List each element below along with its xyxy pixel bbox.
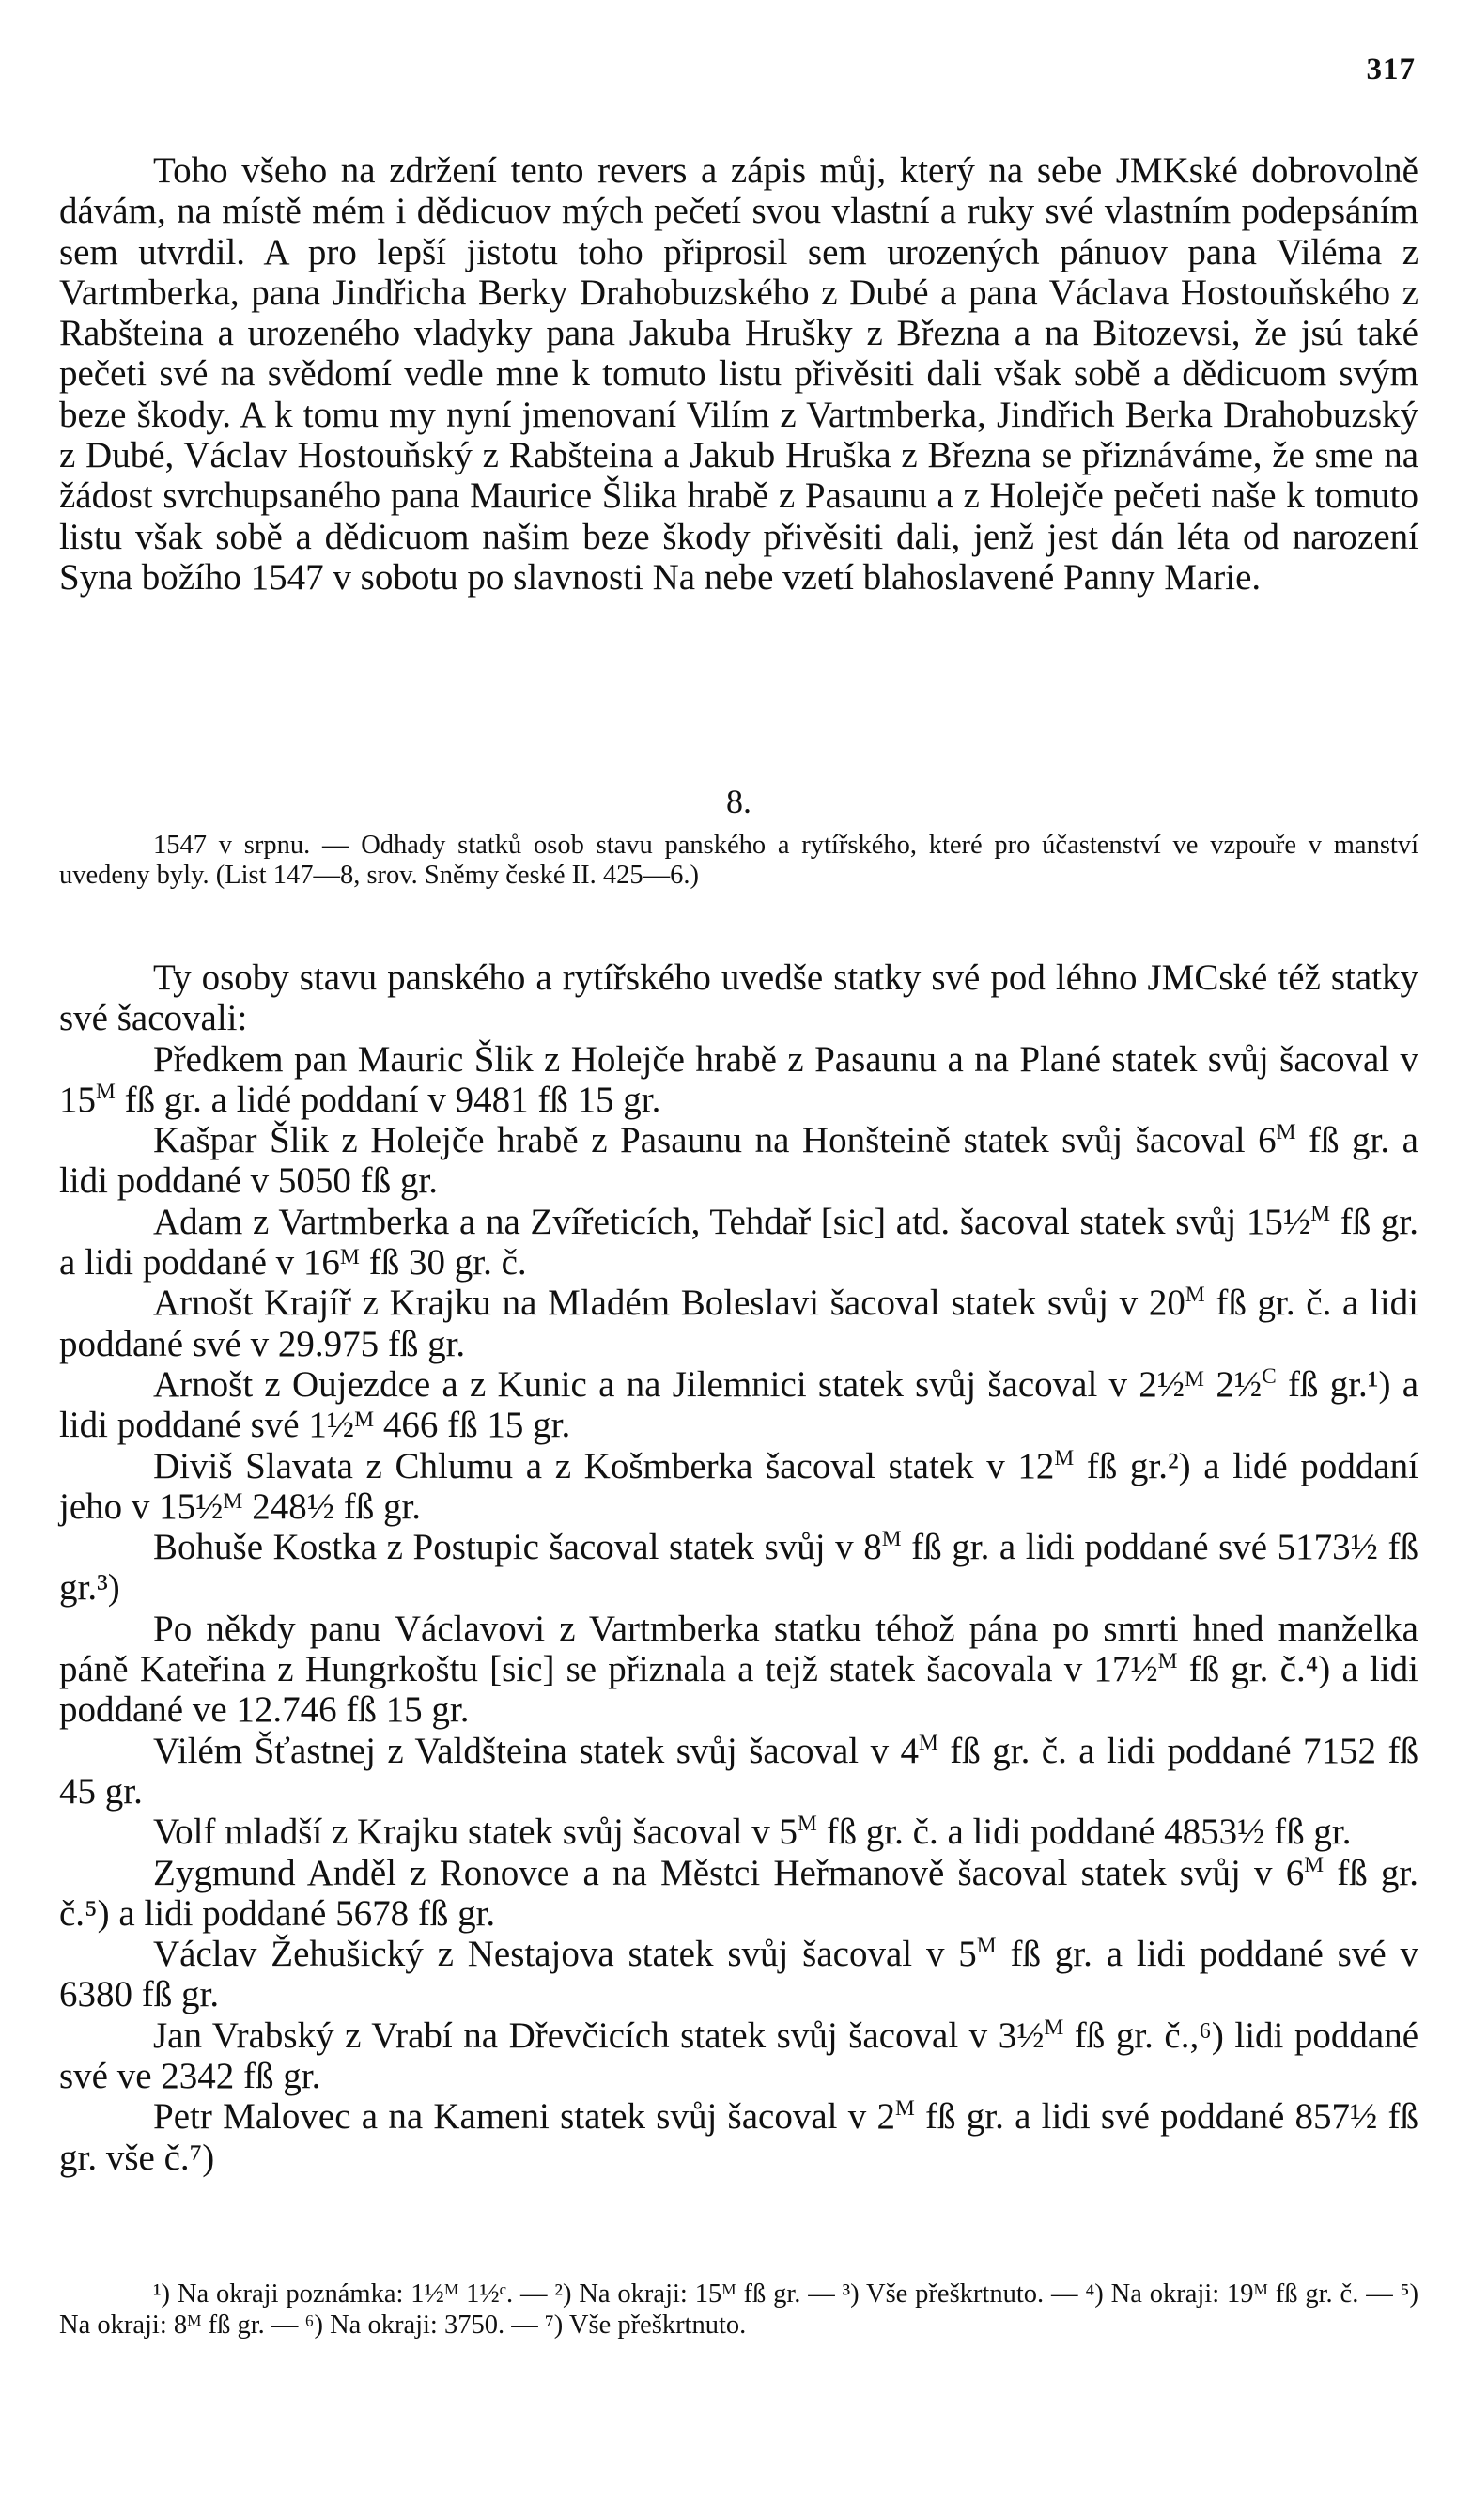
entry-superscript: M [1276,1120,1296,1145]
entry-text-end: fß gr. a lidi poddané své 5173½ fß gr.³) [59,1527,1418,1609]
estate-entry [59,1853,1418,1935]
entry-text-start: Volf mladší z Krajku statek svůj šacoval v 5 [153,1812,798,1853]
estate-entry [59,2015,1418,2097]
estate-entry [59,1934,1418,2015]
estate-entry [59,1039,1418,1121]
estate-entries-list [59,1039,1418,2178]
closing-paragraph: Toho všeho na zdržení tento revers a zápis můj, který na sebe JMKské dobrovolně dávám, na místě mém i dědicuov mých pečetí svou vlastní a ruky své vlastním podepsáním sem utvrdil. A pro lepší jistotu toho připrosil sem urozených pánuov pana Viléma z Vartmberka, pana Jindřicha Berky Drahobuzského z Dubé a pana Václava Hostouňského z Rabšteina a urozeného vladyky pana Jakuba Hrušky z Března a na Bitozevsi, že jsú také pečeti své na svědomí vedle mne k tomuto listu přivěsiti dali však sobě a dědicuom svým beze škody. A k tomu my nyní jmenovaní Vilím z Vartmberka, Jindřich Berka Drahobuzský z Dubé, Václav Hostouňský z Rabšteina a Jakub Hruška z Března se přiznáváme, že sme na žádost svrchupsaného pana Maurice Šlika hrabě z Pasaunu a z Holejče pečeti naše k tomuto listu však sobě a dědicuom našim beze škody přivěsiti dali, jenž jest dán léta od narození Syna božího 1547 v sobotu po slavnosti Na nebe vzetí blahoslavené Panny Marie. [59,150,1418,598]
estate-entry [59,1364,1418,1446]
entry-text-start: Arnošt z Oujezdce a z Kunic a na Jilemnici statek svůj šacoval v 2½ᴹ 2½ [153,1363,1263,1405]
entry-text-end: fß gr. a lidi poddané své v 6380 fß gr. [59,1934,1418,2015]
estate-entry [59,1202,1418,1283]
entry-text-end: fß gr. č.,⁶) lidi poddané své ve 2342 fß gr. [59,2014,1419,2097]
entry-text-start: Diviš Slavata z Chlumu a z Košmberka šacoval statek v 12 [153,1445,1055,1486]
estate-entry [59,1120,1418,1202]
entry-text-end: fß gr. a lidé poddaní v 9481 fß 15 gr. [115,1079,661,1120]
entries-block [59,957,1418,2178]
closing-paragraph-block [59,150,1418,598]
section-heading: 1547 v srpnu. — Odhady statků osob stavu panského a rytířského, které pro účastenství ve vzpouře v manství uvedeny byly. (List 147—8, srov. Sněmy české II. 425—6.) [59,831,1418,890]
entry-superscript: M [1157,1649,1178,1674]
footnotes: ¹) Na okraji poznámka: 1½ᴹ 1½ᶜ. — ²) Na okraji: 15ᴹ fß gr. — ³) Vše přeškrtnuto. — ⁴) Na okraji: 19ᴹ fß gr. č. — ⁵) Na okraji: 8ᴹ fß gr. — ⁶) Na okraji: 3750. — ⁷) Vše přeškrtnuto. [59,2279,1418,2340]
entry-superscript: M [894,2096,915,2122]
estate-entry [59,1283,1418,1364]
section-number: 8. [726,783,751,820]
entry-superscript: M [1044,2014,1064,2040]
entry-text-end: fß gr. a lidi poddané v 16ᴹ fß 30 gr. č. [59,1201,1418,1283]
entry-superscript: M [1054,1445,1075,1470]
entry-text-start: Petr Malovec a na Kameni statek svůj šacoval v 2 [153,2096,895,2138]
estate-entry [59,2096,1418,2178]
entry-text-end: fß gr. č.⁴) a lidi poddané ve 12.746 fß 15 gr. [59,1649,1418,1731]
entry-superscript: M [96,1079,116,1104]
entry-text-start: Zygmund Anděl z Ronovce a na Městci Heřmanově šacoval statek svůj v 6 [153,1852,1305,1893]
entry-text-start: Bohuše Kostka z Postupic šacoval statek svůj v 8 [153,1527,882,1568]
entry-text-start: Kašpar Šlik z Holejče hrabě z Pasaunu na Honšteině statek svůj šacoval 6 [153,1120,1277,1161]
entry-superscript: C [1262,1363,1277,1389]
entry-superscript: M [1310,1201,1330,1226]
entry-superscript: M [881,1527,902,1552]
entry-superscript: M [976,1934,997,1959]
entry-superscript: M [1185,1283,1205,1308]
entry-text-start: Předkem pan Mauric Šlik z Holejče hrabě z Pasaunu a na Plané statek svůj šacoval v 15 [59,1038,1418,1120]
section-heading-block [59,831,1418,891]
estate-entry [59,1731,1418,1812]
estate-entry [59,1812,1418,1852]
entry-text-end: fß gr. č. a lidi poddané své v 29.975 fß gr. [59,1283,1418,1364]
entry-text-end: fß gr. a lidi poddané v 5050 fß gr. [59,1120,1418,1202]
entry-text-end: fß gr. a lidi své poddané 857½ fß gr. vše č.⁷) [59,2096,1419,2178]
page-number: 317 [1366,53,1416,86]
entry-text-start: Jan Vrabský z Vrabí na Dřevčicích statek svůj šacoval v 3½ [153,2014,1045,2056]
entry-superscript: M [919,1730,938,1755]
estate-entry [59,1609,1418,1731]
estate-entry [59,1446,1418,1528]
entry-text-end: fß gr.²) a lidé poddaní jeho v 15½ᴹ 248½ fß gr. [59,1445,1418,1527]
entry-text-start: Adam z Vartmberka a na Zvířeticích, Tehdař [sic] atd. šacoval statek svůj 15½ [153,1201,1311,1242]
footnotes-block [59,2279,1418,2341]
entry-superscript: M [798,1812,817,1837]
entry-superscript: M [1304,1852,1325,1877]
entry-text-start: Po někdy panu Václavovi z Vartmberka statku téhož pána po smrti hned manželka páně Kateřina z Hungrkoštu [sic] se přiznala a tejž statek šacovala v 17½ [59,1608,1418,1690]
entry-text-end: fß gr. č. a lidi poddané 7152 fß 45 gr. [59,1730,1418,1812]
entry-text-start: Arnošt Krajíř z Krajku na Mladém Boleslavi šacoval statek svůj v 20 [153,1283,1185,1324]
estate-entry [59,1527,1418,1609]
entry-text-start: Vilém Šťastnej z Valdšteina statek svůj šacoval v 4 [153,1730,920,1771]
intro-paragraph: Ty osoby stavu panského a rytířského uvedše statky své pod léhno JMCské též statky své šacovali: [59,957,1418,1039]
entry-text-end: fß gr. č.⁵) a lidi poddané 5678 fß gr. [59,1852,1418,1934]
entry-text-start: Václav Žehušický z Nestajova statek svůj šacoval v 5 [153,1934,977,1975]
entry-text-end: fß gr. č. a lidi poddané 4853½ fß gr. [816,1812,1352,1853]
entry-text-end: fß gr.¹) a lidi poddané své 1½ᴹ 466 fß 15 gr. [59,1363,1419,1446]
